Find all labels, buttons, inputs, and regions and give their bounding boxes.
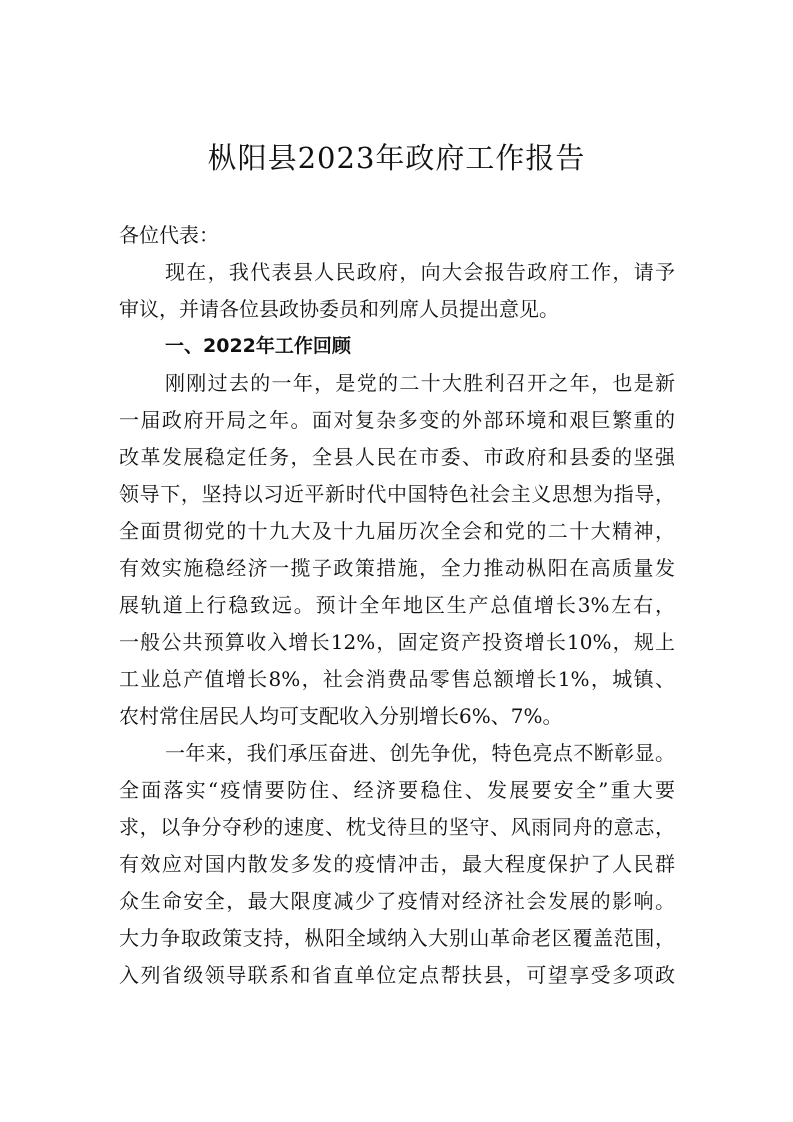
text-line: 领导下，坚持以习近平新时代中国特色社会主义思想为指导， [119, 482, 675, 506]
text-line: 众生命安全，最大限度减少了疫情对经济社会发展的影响。 [119, 889, 675, 913]
text-line: 有效实施稳经济一揽子政策措施，全力推动枞阳在高质量发 [119, 556, 675, 580]
page-title: 枞阳县2023年政府工作报告 [207, 141, 586, 175]
text-line: 有效应对国内散发多发的疫情冲击，最大程度保护了人民群 [119, 852, 675, 876]
text-line: 入列省级领导联系和省直单位定点帮扶县，可望享受多项政 [119, 963, 675, 987]
text-line: 一年来，我们承压奋进、创先争优，特色亮点不断彰显。 [165, 741, 675, 765]
text-line: 现在，我代表县人民政府，向大会报告政府工作，请予 [165, 260, 675, 284]
text-line: 工业总产值增长8%，社会消费品零售总额增长1%，城镇、 [119, 667, 675, 691]
text-line: 展轨道上行稳致远。预计全年地区生产总值增长3%左右， [119, 593, 675, 617]
text-line: 一届政府开局之年。面对复杂多变的外部环境和艰巨繁重的 [119, 408, 675, 432]
text-line: 一般公共预算收入增长12%，固定资产投资增长10%，规上 [119, 630, 675, 654]
text-line: 求，以争分夺秒的速度、枕戈待旦的坚守、风雨同舟的意志， [119, 815, 675, 839]
text-line: 农村常住居民人均可支配收入分别增长6%、7%。 [119, 704, 563, 728]
text-line: 全面贯彻党的十九大及十九届历次全会和党的二十大精神， [119, 519, 675, 543]
text-line: 改革发展稳定任务，全县人民在市委、市政府和县委的坚强 [119, 445, 675, 469]
text-line: 审议，并请各位县政协委员和列席人员提出意见。 [119, 297, 559, 321]
text-line: 刚刚过去的一年，是党的二十大胜利召开之年，也是新 [165, 371, 675, 395]
section-heading: 一、2022年工作回顾 [165, 335, 351, 357]
salutation: 各位代表： [119, 223, 219, 247]
text-line: 大力争取政策支持，枞阳全域纳入大别山革命老区覆盖范围， [119, 926, 675, 950]
text-line: 全面落实“疫情要防住、经济要稳住、发展要安全”重大要 [119, 778, 675, 802]
document-body [119, 217, 675, 994]
